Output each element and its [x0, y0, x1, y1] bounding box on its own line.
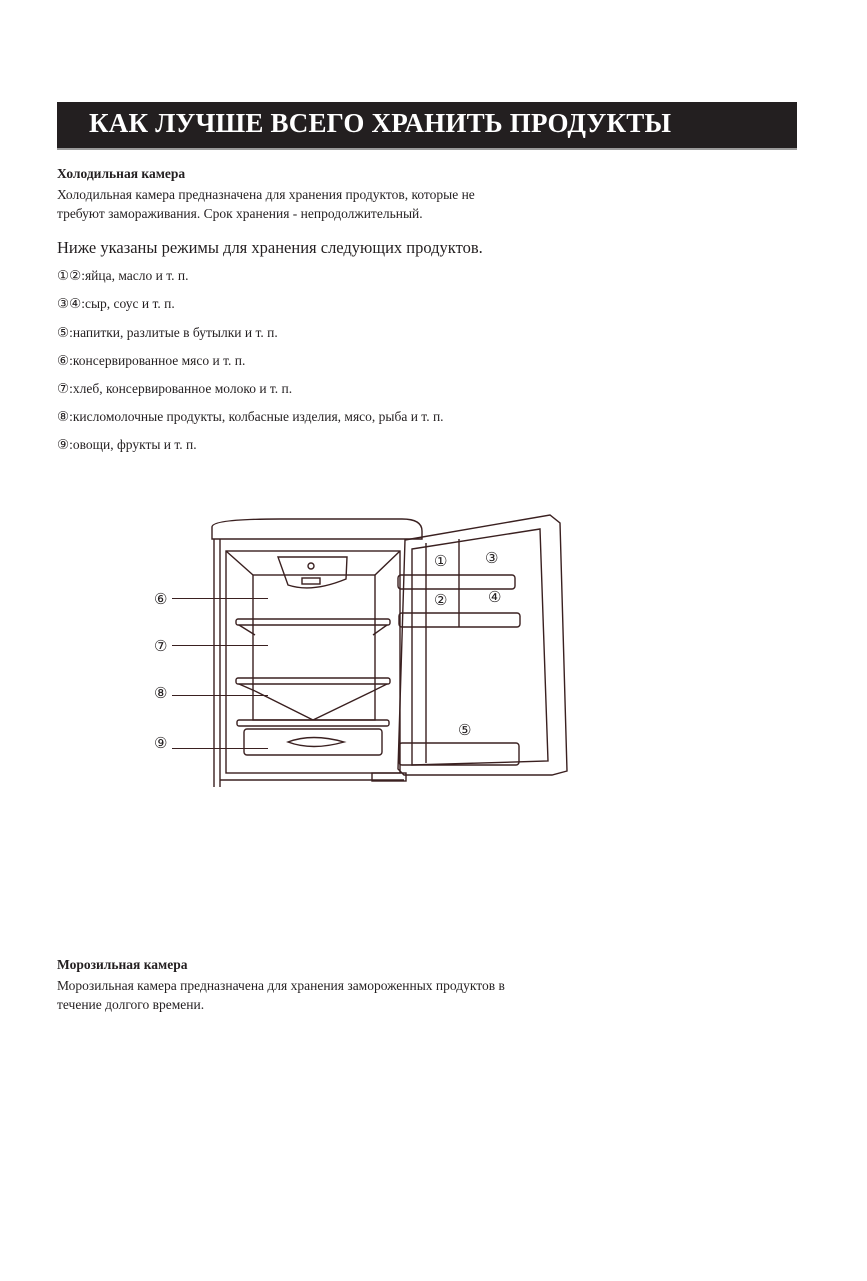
- fridge-diagram: [140, 505, 580, 795]
- door-label-4: ④: [488, 590, 502, 606]
- callout-6: ⑥: [154, 592, 168, 608]
- door-label-2: ②: [434, 593, 448, 609]
- storage-lead: Ниже указаны режимы для хранения следующих продуктов.: [57, 238, 483, 257]
- storage-item: ⑤:напитки, разлитые в бутылки и т. п.: [57, 325, 278, 340]
- leader-line: [172, 748, 268, 749]
- fridge-desc-line1: Холодильная камера предназначена для хранения продуктов, которые не: [57, 187, 475, 202]
- leader-line: [172, 695, 268, 696]
- storage-item: ⑨:овощи, фрукты и т. п.: [57, 437, 197, 452]
- freezer-desc-line2: течение долгого времени.: [57, 997, 205, 1012]
- callout-8: ⑧: [154, 686, 168, 702]
- callout-9: ⑨: [154, 736, 168, 752]
- fridge-heading: Холодильная камера: [57, 166, 186, 181]
- page-title: КАК ЛУЧШЕ ВСЕГО ХРАНИТЬ ПРОДУКТЫ: [89, 108, 672, 138]
- fridge-desc-line2: требуют замораживания. Срок хранения - непродолжительный.: [57, 206, 423, 221]
- storage-item: ③④:сыр, соус и т. п.: [57, 296, 175, 311]
- storage-item: ⑥:консервированное мясо и т. п.: [57, 353, 246, 368]
- leader-line: [172, 645, 268, 646]
- storage-item: ⑦:хлеб, консервированное молоко и т. п.: [57, 381, 293, 396]
- freezer-desc-line1: Морозильная камера предназначена для хранения замороженных продуктов в: [57, 978, 505, 993]
- storage-item: ①②:яйца, масло и т. п.: [57, 268, 189, 283]
- door-label-3: ③: [485, 551, 499, 567]
- leader-line: [172, 598, 268, 599]
- callout-7: ⑦: [154, 639, 168, 655]
- door-label-1: ①: [434, 554, 448, 570]
- title-banner: [57, 102, 797, 150]
- freezer-heading: Морозильная камера: [57, 957, 188, 972]
- door-label-5: ⑤: [458, 723, 472, 739]
- storage-item: ⑧:кисломолочные продукты, колбасные изделия, мясо, рыба и т. п.: [57, 409, 444, 424]
